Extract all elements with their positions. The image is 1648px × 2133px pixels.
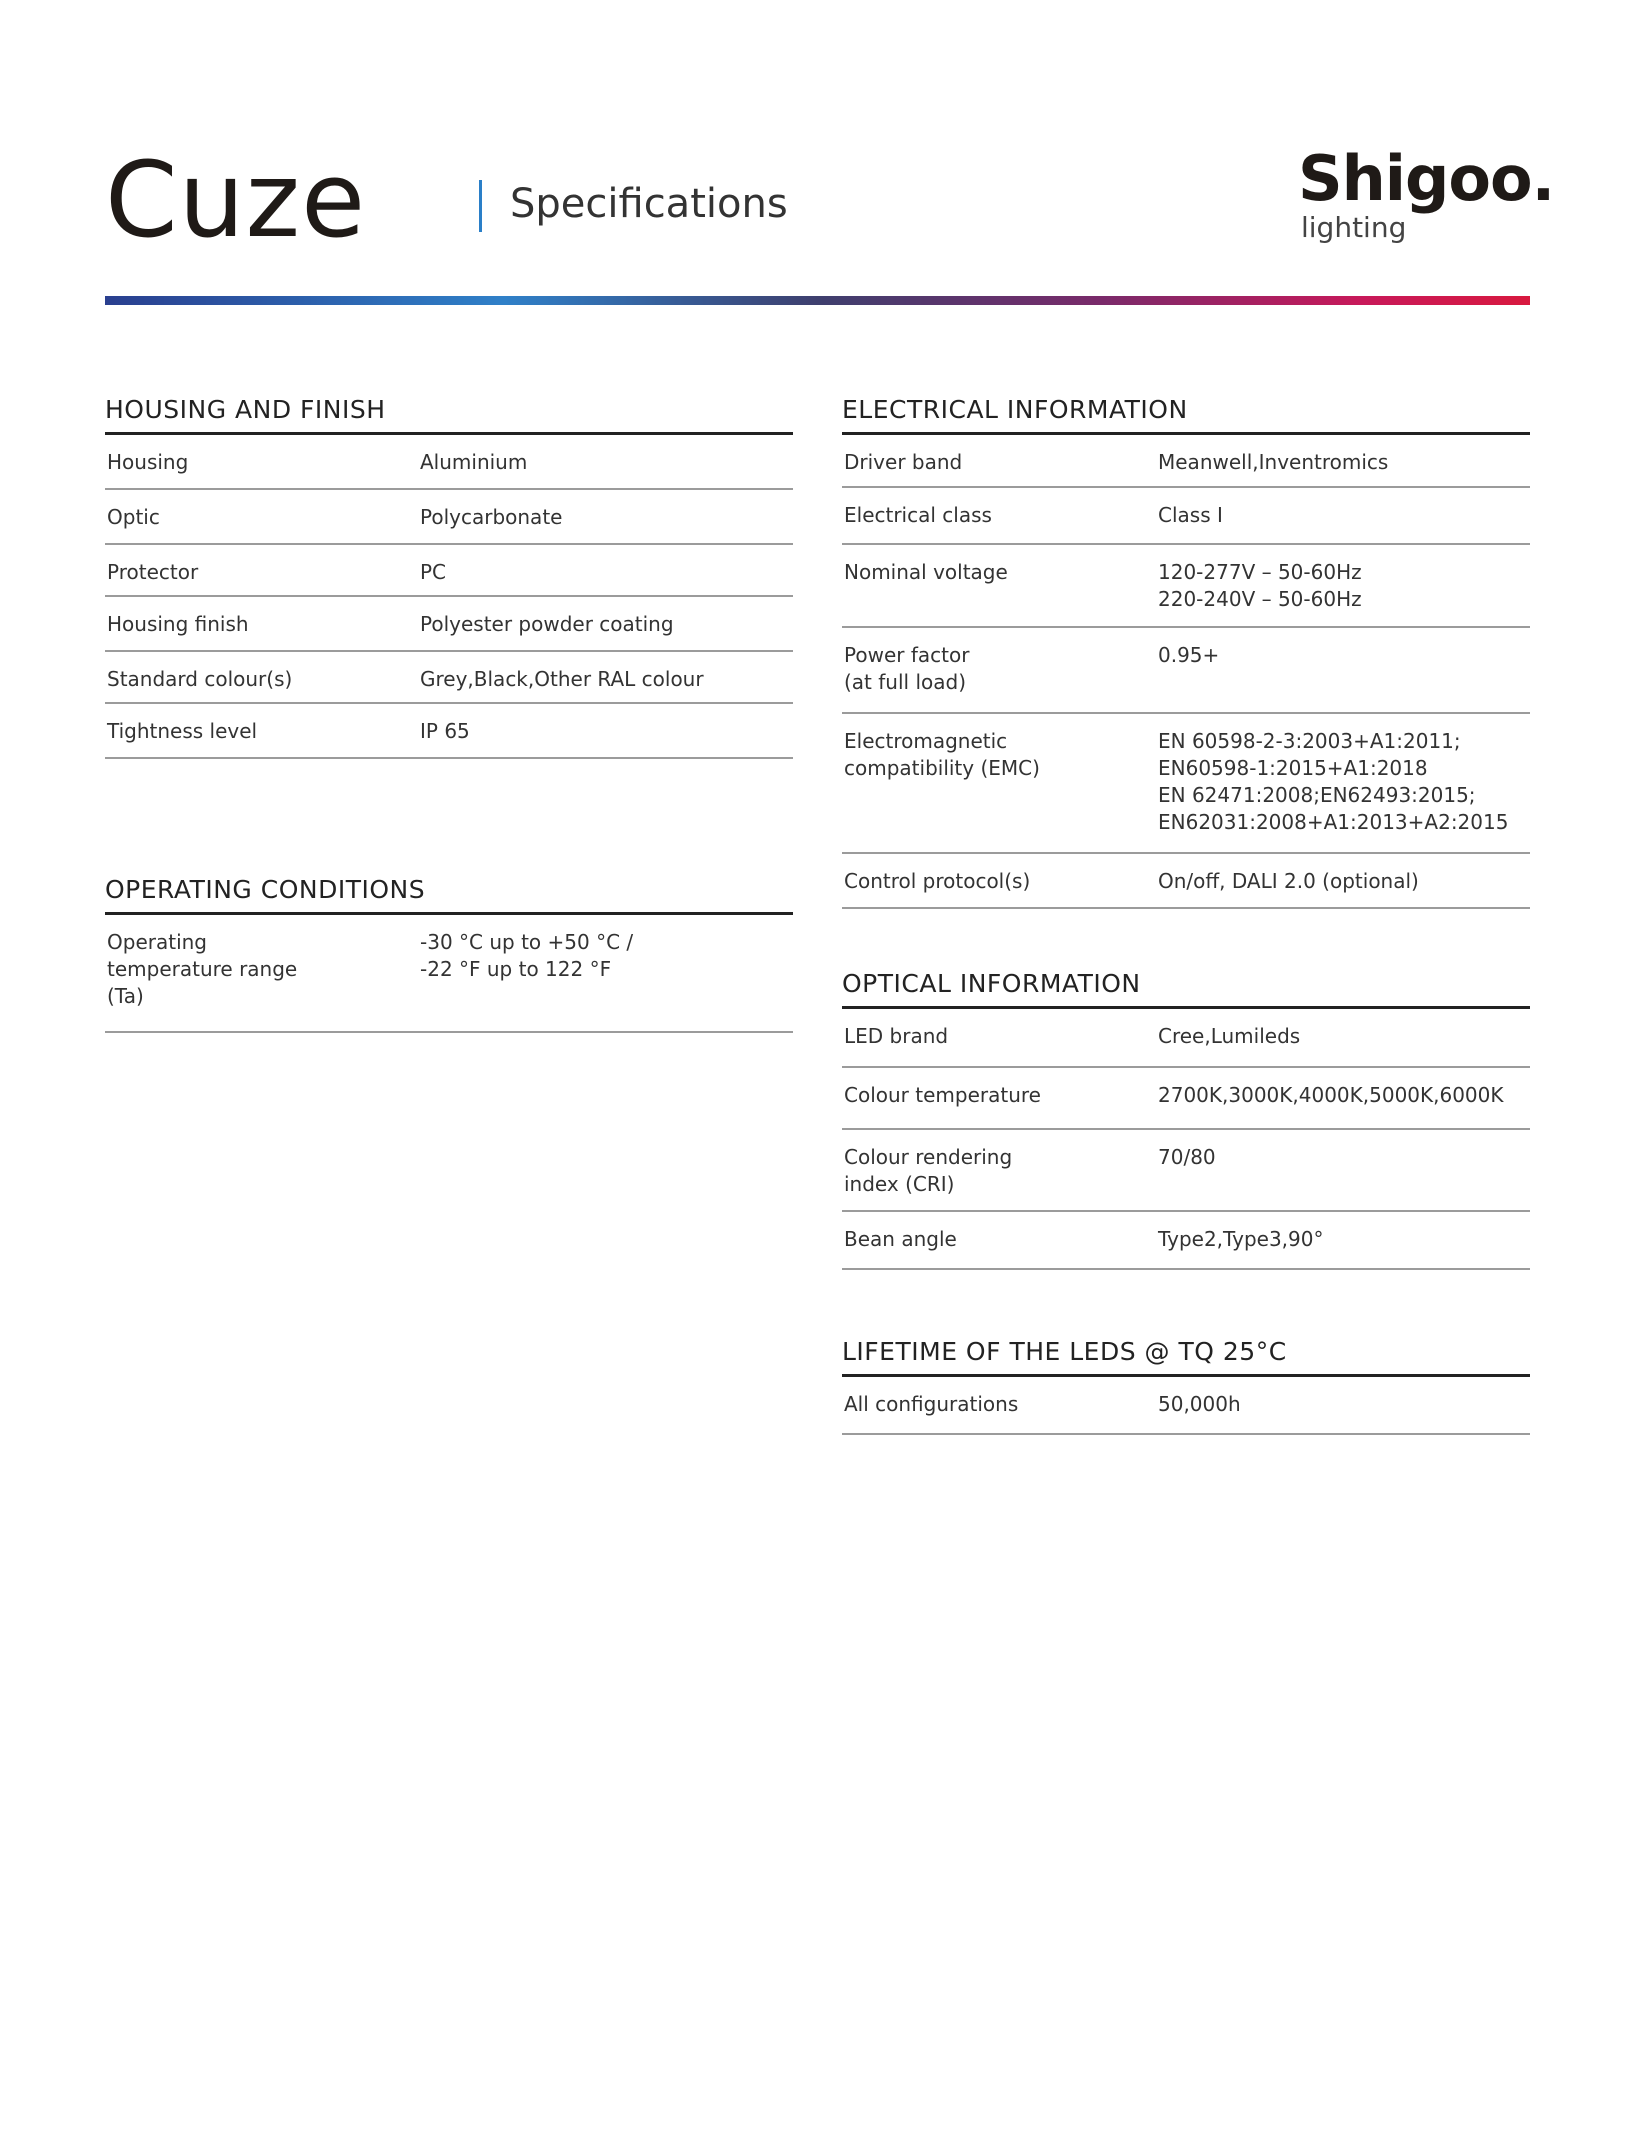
spec-label: Electrical class xyxy=(844,503,992,527)
product-title: Cuze xyxy=(105,139,367,261)
table-row xyxy=(842,854,1530,909)
spec-label: Control protocol(s) xyxy=(844,869,1031,893)
section-lifetime xyxy=(842,1339,1530,1435)
spec-value: Polycarbonate xyxy=(420,505,563,529)
table-row xyxy=(842,488,1530,545)
spec-label: LED brand xyxy=(844,1024,949,1048)
spec-label: Driver band xyxy=(844,450,963,474)
table-row xyxy=(842,1377,1530,1435)
spec-label: Colour temperature xyxy=(844,1083,1041,1107)
title-divider xyxy=(479,180,482,232)
spec-value: Type2,Type3,90° xyxy=(1158,1227,1324,1251)
spec-label: Bean angle xyxy=(844,1227,957,1251)
spec-value: Polyester powder coating xyxy=(420,612,674,636)
table-row xyxy=(842,1130,1530,1212)
table-row xyxy=(842,714,1530,854)
table-row xyxy=(105,545,793,597)
spec-value: IP 65 xyxy=(420,719,470,743)
spec-value: Meanwell,Inventromics xyxy=(1158,450,1389,474)
section-title: OPTICAL INFORMATION xyxy=(842,971,1530,1009)
header-gradient-rule xyxy=(105,296,1530,305)
spec-value: 50,000h xyxy=(1158,1392,1241,1416)
spec-value: -30 °C up to +50 °C / -22 °F up to 122 °F xyxy=(420,930,634,981)
section-title: ELECTRICAL INFORMATION xyxy=(842,397,1530,435)
doc-subtitle: Specifications xyxy=(510,181,788,227)
spec-label: Tightness level xyxy=(107,719,258,743)
brand-logo xyxy=(1298,142,1555,248)
spec-value: On/off, DALI 2.0 (optional) xyxy=(1158,869,1419,893)
spec-label: All configurations xyxy=(844,1392,1019,1416)
spec-label: Nominal voltage xyxy=(844,560,1008,584)
section-title: HOUSING AND FINISH xyxy=(105,397,793,435)
section-operating xyxy=(105,877,793,1033)
section-optical xyxy=(842,971,1530,1270)
spec-label: Housing finish xyxy=(107,612,249,636)
spec-value: 0.95+ xyxy=(1158,643,1220,667)
section-title: LIFETIME OF THE LEDS @ TQ 25°C xyxy=(842,1339,1530,1377)
spec-label: Operating temperature range (Ta) xyxy=(107,930,298,1008)
spec-value: Class I xyxy=(1158,503,1223,527)
spec-label: Electromagnetic compatibility (EMC) xyxy=(844,729,1040,780)
table-row xyxy=(105,915,793,1033)
table-row xyxy=(105,490,793,545)
spec-value: 2700K,3000K,4000K,5000K,6000K xyxy=(1158,1083,1504,1107)
table-row xyxy=(105,435,793,490)
spec-label: Standard colour(s) xyxy=(107,667,293,691)
table-row xyxy=(842,628,1530,714)
spec-label: Colour rendering index (CRI) xyxy=(844,1145,1013,1196)
table-row xyxy=(842,1212,1530,1270)
table-row xyxy=(105,704,793,759)
spec-value: PC xyxy=(420,560,447,584)
table-row xyxy=(842,435,1530,488)
spec-label: Optic xyxy=(107,505,160,529)
spec-label: Housing xyxy=(107,450,189,474)
table-row xyxy=(842,1068,1530,1130)
spec-value: Cree,Lumileds xyxy=(1158,1024,1301,1048)
spec-value: Grey,Black,Other RAL colour xyxy=(420,667,704,691)
spec-label: Protector xyxy=(107,560,199,584)
logo-tagline: lighting xyxy=(1301,211,1407,244)
spec-label: Power factor (at full load) xyxy=(844,643,970,694)
section-housing xyxy=(105,397,793,759)
spec-value: EN 60598-2-3:2003+A1:2011; EN60598-1:2015+A1:2018 EN 62471:2008;EN62493:2015; EN62031:2008+A1:2013+A2:2015 xyxy=(1158,729,1509,834)
table-row xyxy=(842,1009,1530,1068)
table-row xyxy=(105,652,793,704)
section-title: OPERATING CONDITIONS xyxy=(105,877,793,915)
section-electrical xyxy=(842,397,1530,909)
spec-value: 120-277V – 50-60Hz 220-240V – 50-60Hz xyxy=(1158,560,1362,611)
table-row xyxy=(105,597,793,652)
spec-value: Aluminium xyxy=(420,450,528,474)
logo-wordmark: Shigoo. xyxy=(1298,142,1555,215)
spec-value: 70/80 xyxy=(1158,1145,1216,1169)
table-row xyxy=(842,545,1530,628)
